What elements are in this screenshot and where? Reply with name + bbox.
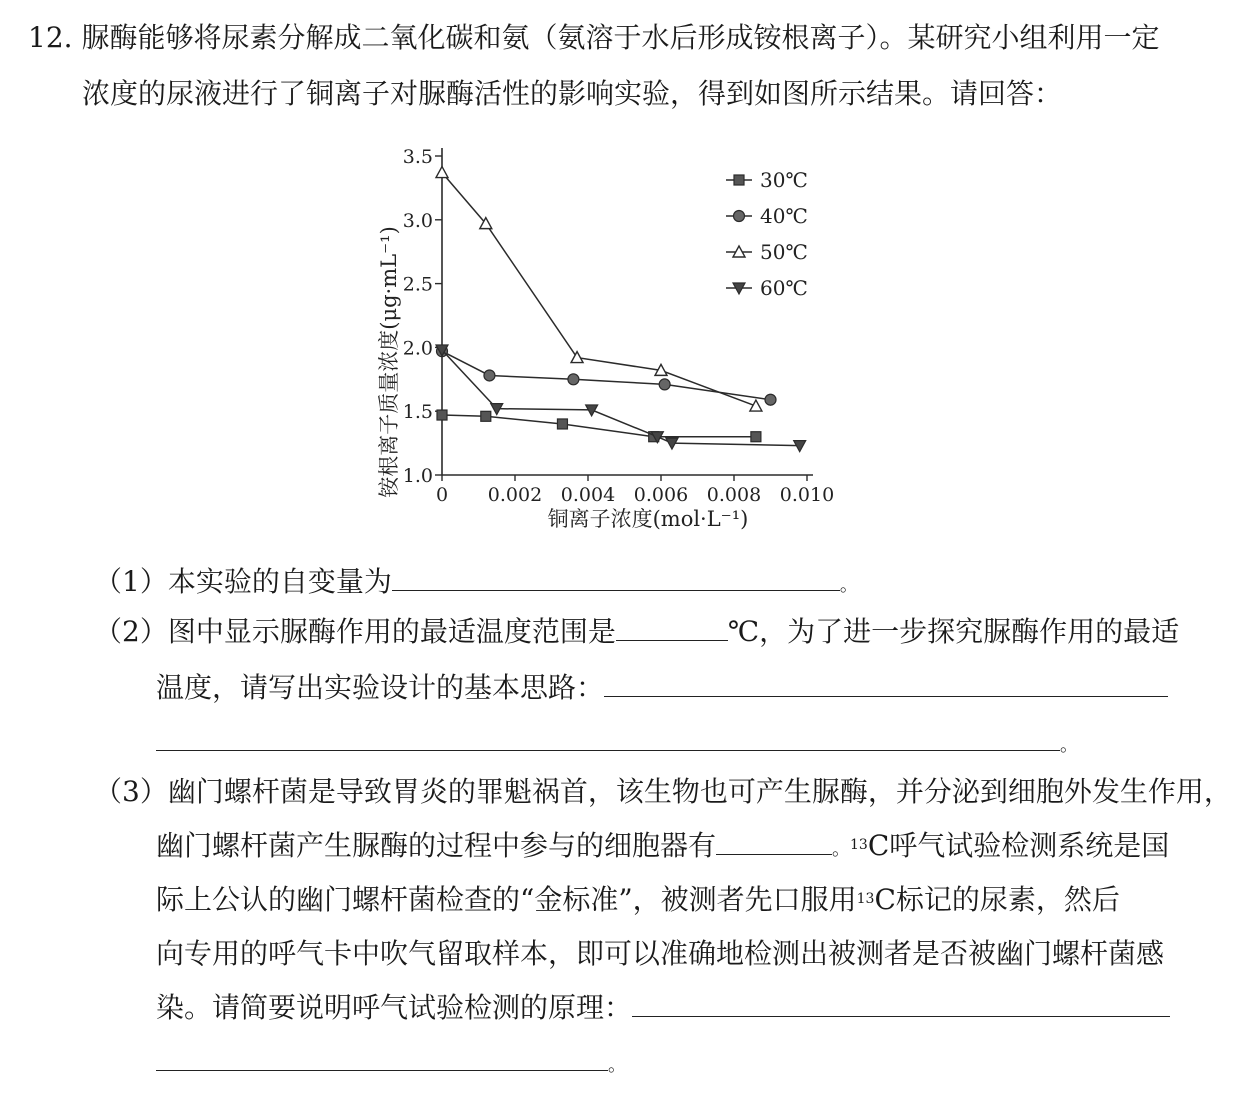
y-tick-label: 2.5	[402, 273, 433, 296]
series-3	[436, 345, 806, 452]
q3-line3-text-a: 际上公认的幽门螺杆菌检查的“金标准”，被测者先口服用	[156, 883, 857, 916]
q3-label: （3）	[94, 775, 168, 808]
subquestion-3-line4	[156, 936, 1164, 972]
legend-entry	[726, 204, 808, 228]
legend-marker	[734, 175, 744, 185]
data-point	[436, 167, 448, 178]
data-point	[751, 432, 761, 442]
q3-principle-blank[interactable]	[632, 990, 1170, 1017]
x-tick-label: 0.004	[560, 484, 616, 506]
legend-entry	[726, 276, 808, 300]
q3-line2-text: 幽门螺杆菌产生脲酶的过程中参与的细胞器有	[156, 829, 717, 862]
y-axis-title: 铵根离子质量浓度(μg·mL⁻¹)	[377, 226, 401, 498]
q2-end-mark: 。	[1060, 735, 1078, 756]
legend-label: 40℃	[760, 204, 808, 228]
q3-line5-text: 染。请简要说明呼气试验检测的原理：	[156, 991, 633, 1024]
q3-line3-text-b: C标记的尿素，然后	[874, 883, 1120, 916]
series-0	[437, 410, 761, 442]
legend-entry	[726, 240, 808, 264]
data-point	[750, 400, 762, 411]
q3-end-mark: 。	[608, 1055, 626, 1076]
chart-ticks	[403, 146, 834, 506]
q2-design-blank[interactable]	[604, 670, 1168, 697]
chart-series	[436, 167, 806, 452]
q1-end-mark: 。	[839, 575, 858, 596]
q1-text: 本实验的自变量为	[167, 565, 392, 598]
question-intro-line2	[82, 76, 1062, 112]
q2-design-blank-2[interactable]	[156, 724, 1060, 751]
x-tick-label: 0.006	[633, 484, 689, 506]
y-tick-label: 3.0	[402, 209, 433, 232]
x-tick-label: 0	[435, 484, 449, 506]
subquestion-2	[94, 614, 1179, 650]
question-intro-text1: 脲酶能够将尿素分解成二氧化碳和氨（氨溶于水后形成铵根离子）。某研究小组利用一定	[81, 21, 1160, 54]
x-tick-label: 0.010	[779, 484, 835, 506]
question-intro-text2: 浓度的尿液进行了铜离子对脲酶活性的影响实验，得到如图所示结果。请回答：	[82, 77, 1063, 110]
x-tick-label: 0.008	[706, 484, 762, 506]
subquestion-3-line6	[156, 1044, 626, 1084]
data-point	[481, 411, 491, 421]
data-point	[571, 352, 583, 363]
q2-label: （2）	[94, 615, 168, 648]
urease-chart	[370, 140, 850, 540]
q3-principle-blank-2[interactable]	[156, 1044, 608, 1071]
q2-text-a: 图中显示脲酶作用的最适温度范围是	[167, 615, 616, 648]
y-tick-label: 3.5	[402, 146, 433, 168]
data-point	[437, 410, 447, 420]
subquestion-2-line2	[156, 670, 1168, 706]
q3-line2-superscript: 13	[850, 837, 868, 853]
legend-label: 50℃	[760, 240, 808, 264]
legend-entry	[726, 168, 808, 192]
q2-text-b: ℃，为了进一步探究脲酶作用的最适	[727, 615, 1180, 648]
data-point	[659, 379, 670, 390]
y-tick-label: 1.5	[402, 401, 433, 424]
series-1	[437, 346, 777, 405]
subquestion-1	[94, 564, 858, 604]
q2-line2-text: 温度，请写出实验设计的基本思路：	[156, 671, 605, 704]
subquestion-2-line3	[156, 724, 1078, 764]
q2-temperature-blank[interactable]	[616, 614, 728, 641]
x-tick-label: 0.002	[487, 484, 543, 506]
q3-line2-text-b: C呼气试验检测系统是国	[867, 829, 1170, 862]
chart-legend	[726, 168, 808, 300]
legend-marker	[734, 211, 745, 222]
legend-label: 60℃	[760, 276, 808, 300]
subquestion-3	[94, 774, 1232, 810]
q3-line1-text: 幽门螺杆菌是导致胃炎的罪魁祸首，该生物也可产生脲酶，并分泌到细胞外发生作用，	[167, 775, 1232, 808]
q3-line4-text: 向专用的呼气卡中吹气留取样本，即可以准确地检测出被测者是否被幽门螺杆菌感	[156, 937, 1165, 970]
q3-line3-superscript: 13	[856, 891, 875, 907]
x-axis-title: 铜离子浓度(mol·L⁻¹)	[547, 507, 749, 531]
chart-axes	[442, 148, 813, 475]
subquestion-3-line5	[156, 990, 1170, 1026]
q1-answer-blank[interactable]	[392, 564, 840, 591]
y-tick-label: 1.0	[402, 465, 433, 487]
y-tick-label: 2.0	[402, 337, 433, 360]
question-number: 12.	[28, 21, 73, 54]
subquestion-3-line3	[156, 882, 1120, 923]
q3-line2-end-mark: 。	[832, 839, 851, 860]
q3-organelles-blank[interactable]	[716, 828, 832, 855]
question-intro-line1	[28, 20, 1159, 56]
subquestion-3-line2	[156, 828, 1169, 869]
data-point	[568, 374, 579, 385]
q1-label: （1）	[94, 565, 168, 598]
data-point	[557, 419, 567, 429]
legend-label: 30℃	[760, 168, 808, 192]
data-point	[484, 370, 495, 381]
data-point	[765, 394, 776, 405]
